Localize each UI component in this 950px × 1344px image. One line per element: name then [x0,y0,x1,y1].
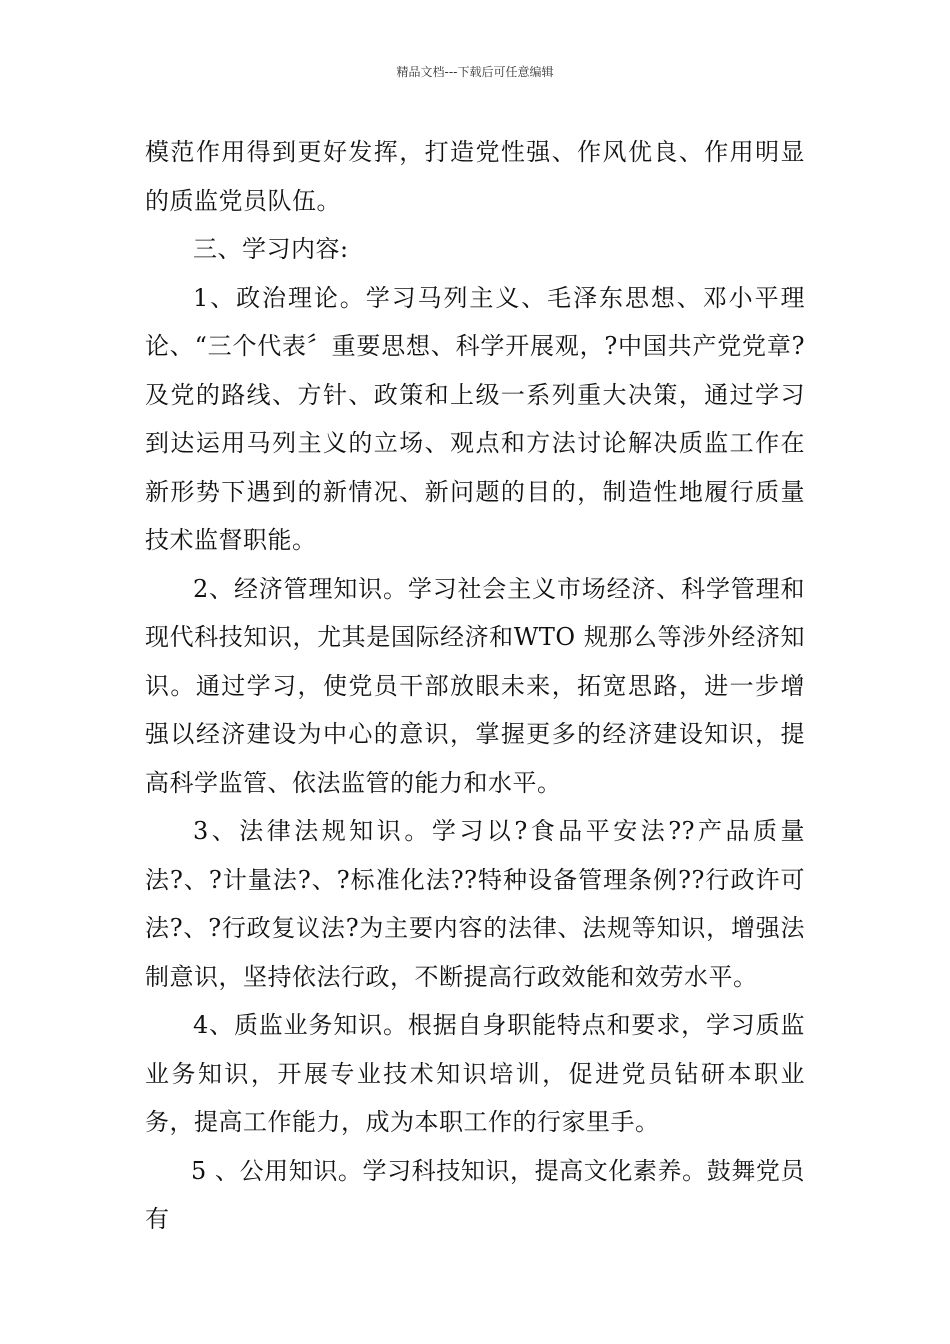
page-header: 精品文档---下载后可任意编辑 [396,65,554,79]
paragraph-public-knowledge: 5 、公用知识。学习科技知识，提高文化素养。鼓舞党员有 [145,1156,805,1233]
paragraph-economic-management: 2、经济管理知识。学习社会主义市场经济、科学管理和现代科技知识，尤其是国际经济和WTO 规那么等涉外经济知识。通过学习，使党员干部放眼未来，拓宽思路，进一步增强以经济建设为中心的意识，掌握更多的经济建设知识，提高科学监管、依法监管的能力和水平。 [145,574,805,797]
paragraph-quality-supervision: 4、质监业务知识。根据自身职能特点和要求，学习质监业务知识，开展专业技术知识培训，促进党员钻研本职业务，提高工作能力，成为本职工作的行家里手。 [145,1011,805,1136]
section-heading-study-content: 三、学习内容: [193,235,349,263]
document-body [145,128,805,1244]
paragraph-laws-regulations: 3、法律法规知识。学习以?食品平安法??产品质量法?、?计量法?、?标准化法??特种设备管理条例??行政许可法?、?行政复议法?为主要内容的法律、法规等知识，增强法制意识，坚持依法行政，不断提高行政效能和效劳水平。 [145,817,805,991]
paragraph-political-theory: 1、政治理论。学习马列主义、毛泽东思想、邓小平理论、“三个代表〞重要思想、科学开展观，?中国共产党党章?及党的路线、方针、政策和上级一系列重大决策，通过学习到达运用马列主义的立场、观点和方法讨论解决质监工作在新形势下遇到的新情况、新问题的目的，制造性地履行质量技术监督职能。 [145,283,805,554]
paragraph-intro-continuation: 模范作用得到更好发挥，打造党性强、作风优良、作用明显的质监党员队伍。 [145,138,805,215]
